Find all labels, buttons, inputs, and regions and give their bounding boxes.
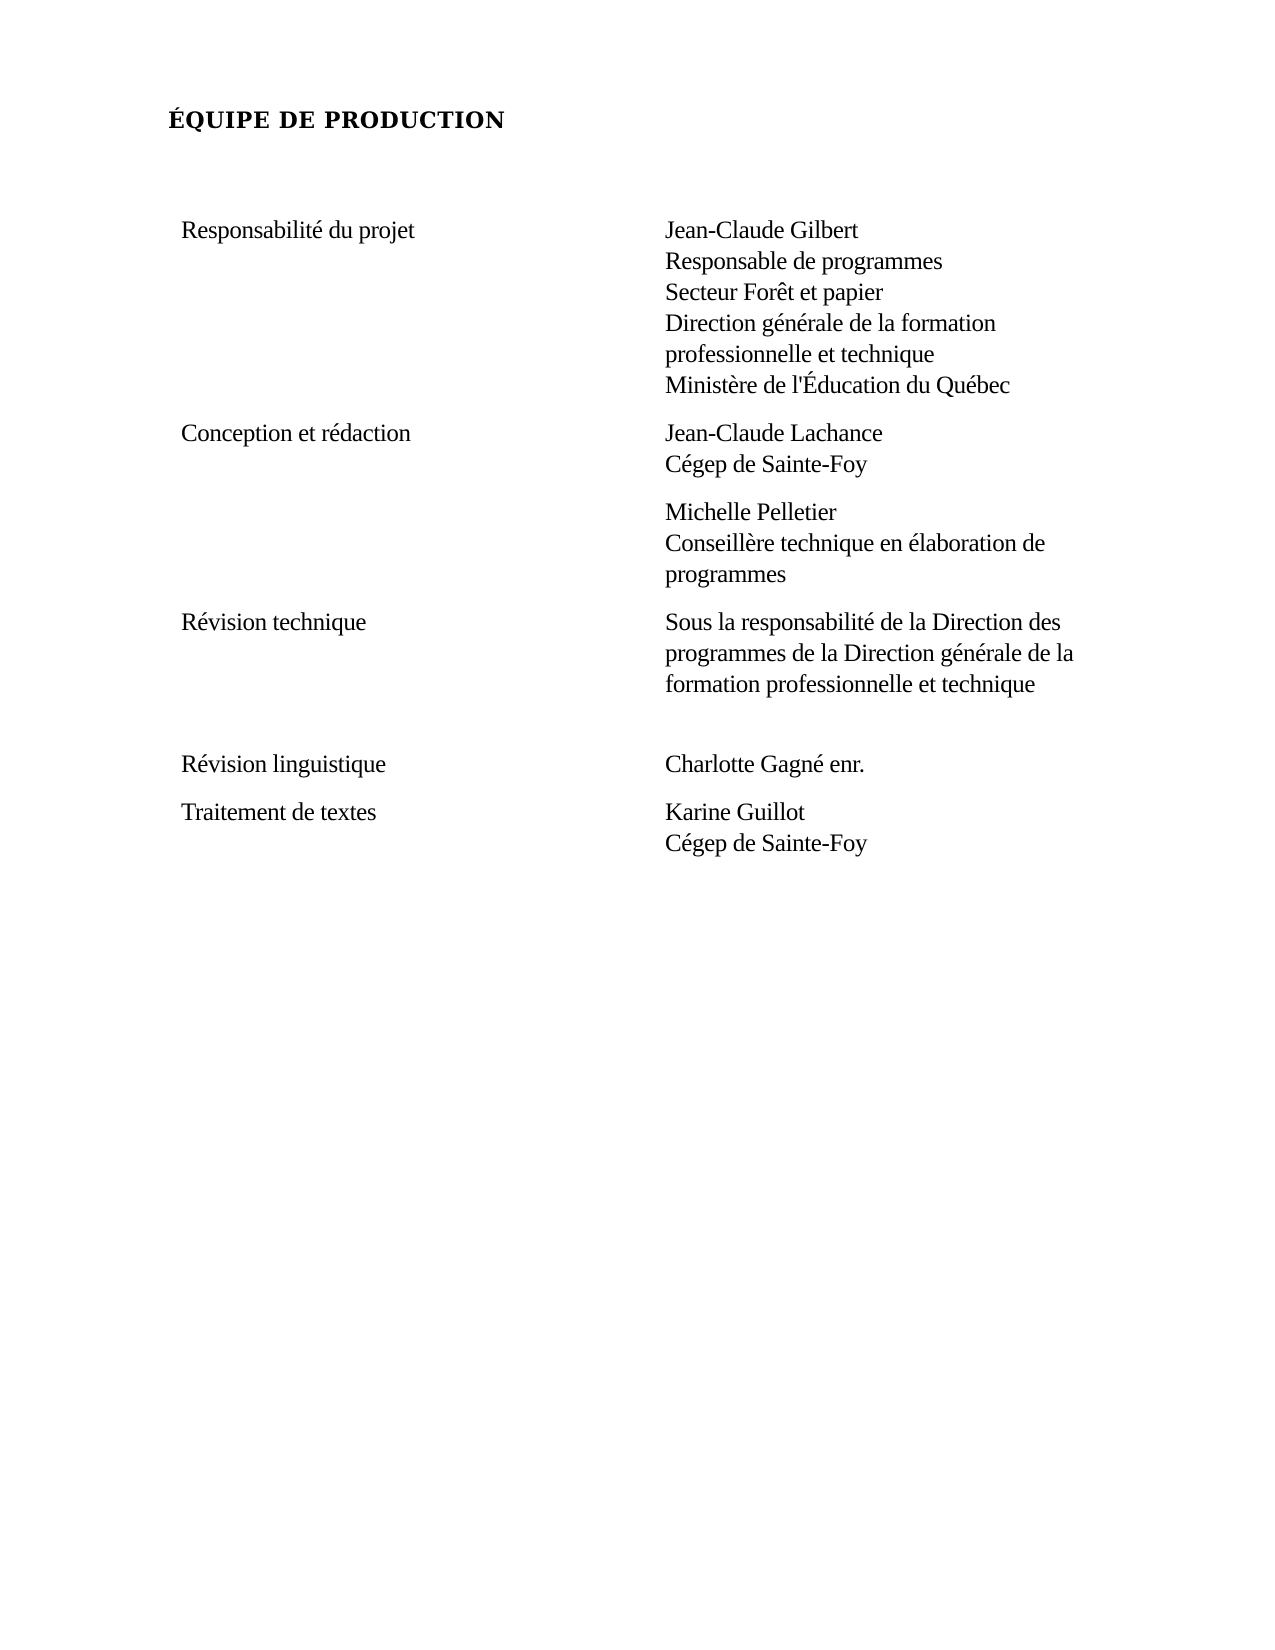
credit-row-word-processing [181,797,1121,859]
credit-role: Responsabilité du projet [181,217,415,244]
person-name: Charlotte Gagné enr. [665,751,865,778]
credit-details [665,749,1121,780]
review-description: programmes de la Direction générale de la [665,640,1074,667]
person-direction: professionnelle et technique [665,341,935,368]
credit-role: Traitement de textes [181,799,377,826]
person-title: Responsable de programmes [665,248,943,275]
person-organization: Cégep de Sainte-Foy [665,830,868,857]
person-title: Conseillère technique en élaboration de [665,530,1046,557]
person-name: Jean-Claude Lachance [665,420,883,447]
review-description: formation professionnelle et technique [665,671,1036,698]
person-direction: Direction générale de la formation [665,310,996,337]
person-sector: Secteur Forêt et papier [665,279,883,306]
credits-list [181,215,1121,859]
credit-details [665,797,1121,859]
review-description: Sous la responsabilité de la Direction des [665,609,1061,636]
credit-row-technical-review [181,607,1121,700]
credit-role: Révision linguistique [181,751,386,778]
person-organization: Cégep de Sainte-Foy [665,451,868,478]
person-organization: Ministère de l'Éducation du Québec [665,372,1010,399]
page-title: ÉQUIPE DE PRODUCTION [168,108,506,134]
credit-row-project-responsibility [181,215,1121,401]
person-name: Michelle Pelletier [665,499,837,526]
person-name: Karine Guillot [665,799,805,826]
credit-details [665,418,1121,590]
credit-role: Révision technique [181,609,367,636]
person-name: Jean-Claude Gilbert [665,217,859,244]
credit-details [665,607,1121,700]
credit-row-linguistic-review [181,749,1121,780]
credit-row-design-writing [181,418,1121,590]
credit-details [665,215,1121,401]
credit-role: Conception et rédaction [181,420,411,447]
person-title: programmes [665,561,786,588]
